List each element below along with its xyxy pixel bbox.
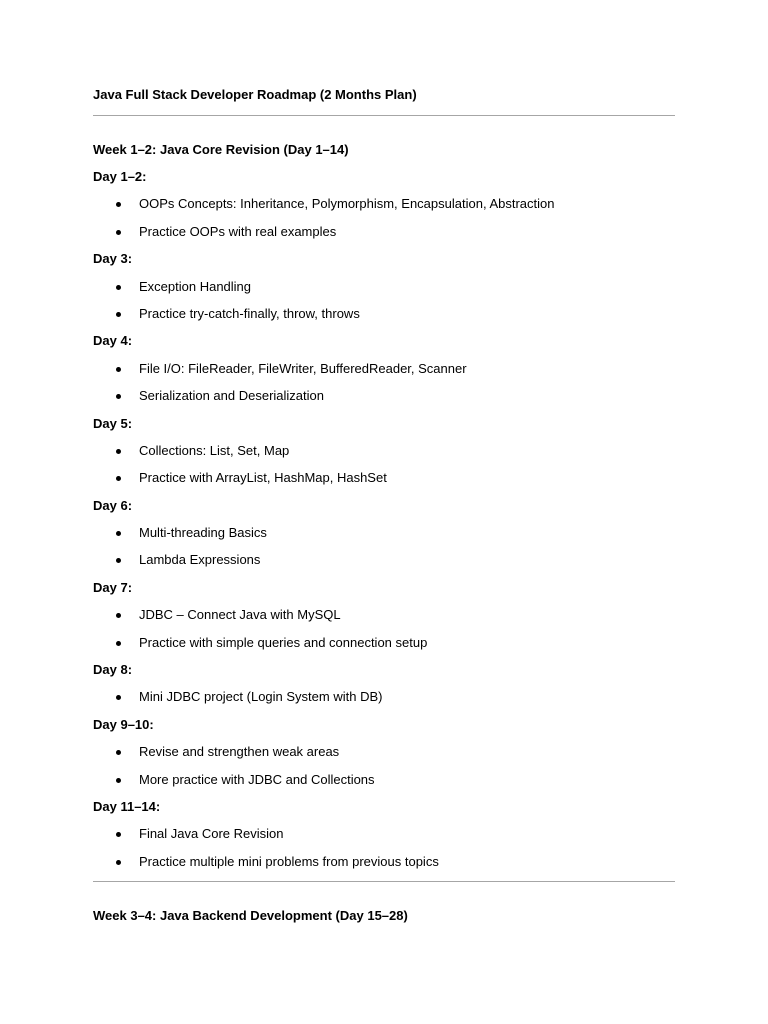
list-item-text: File I/O: FileReader, FileWriter, BufferedReader, Scanner — [139, 360, 467, 376]
day-label: Day 6: — [93, 497, 133, 513]
bullet-icon — [116, 860, 121, 865]
list-item — [93, 744, 675, 771]
horizontal-divider — [93, 881, 675, 882]
list-item-text: Serialization and Deserialization — [139, 388, 324, 404]
list-item-text: Exception Handling — [139, 278, 252, 294]
bullet-icon — [116, 641, 121, 646]
day-label: Day 11–14: — [93, 798, 161, 814]
list-item-text: Practice with simple queries and connection setup — [139, 634, 428, 650]
day-label: Day 3: — [93, 251, 133, 267]
list-item — [93, 279, 675, 306]
list-item-text: JDBC – Connect Java with MySQL — [139, 607, 341, 623]
day-label: Day 1–2: — [93, 169, 147, 184]
section-heading-week-3-4: Week 3–4: Java Backend Development (Day 15–28) — [93, 908, 408, 923]
list-item — [93, 443, 675, 470]
day-label: Day 5: — [93, 415, 133, 431]
list-item — [93, 196, 675, 223]
bullet-icon — [116, 613, 121, 618]
list-item — [93, 470, 675, 497]
list-item — [93, 607, 675, 634]
bullet-icon — [116, 230, 121, 235]
list-item-text: Practice OOPs with real examples — [139, 223, 337, 239]
bullet-icon — [116, 312, 121, 317]
list-item — [93, 552, 675, 579]
bullet-icon — [116, 558, 121, 563]
list-item-text: Revise and strengthen weak areas — [139, 744, 340, 760]
bullet-icon — [116, 202, 121, 207]
list-item — [93, 635, 675, 662]
day-label: Day 8: — [93, 662, 133, 678]
list-item — [93, 854, 675, 881]
bullet-icon — [116, 750, 121, 755]
list-item — [93, 826, 675, 853]
list-item-text: Lambda Expressions — [139, 552, 261, 568]
list-item-text: Collections: List, Set, Map — [139, 442, 290, 458]
list-item — [93, 525, 675, 552]
list-item-text: Practice try-catch-finally, throw, throws — [139, 305, 360, 321]
list-item — [93, 361, 675, 388]
list-item-text: Practice with ArrayList, HashMap, HashSet — [139, 470, 387, 486]
list-item-text: Multi-threading Basics — [139, 525, 267, 541]
list-item — [93, 689, 675, 716]
bullet-icon — [116, 695, 121, 700]
list-item-text: Practice multiple mini problems from previous topics — [139, 853, 439, 869]
day-label: Day 4: — [93, 333, 133, 349]
section-heading-week-1-2: Week 1–2: Java Core Revision (Day 1–14) — [93, 142, 349, 157]
day-label: Day 9–10: — [93, 716, 154, 732]
bullet-icon — [116, 476, 121, 481]
bullet-icon — [116, 778, 121, 783]
list-item — [93, 306, 675, 333]
list-item-text: More practice with JDBC and Collections — [139, 771, 375, 787]
list-item-text: Mini JDBC project (Login System with DB) — [139, 689, 383, 705]
list-item-text: OOPs Concepts: Inheritance, Polymorphism, Encapsulation, Abstraction — [139, 196, 555, 212]
bullet-icon — [116, 531, 121, 536]
document-title: Java Full Stack Developer Roadmap (2 Months Plan) — [93, 87, 417, 102]
bullet-icon — [116, 832, 121, 837]
bullet-icon — [116, 394, 121, 399]
list-item — [93, 772, 675, 799]
bullet-icon — [116, 367, 121, 372]
list-item — [93, 388, 675, 415]
list-item-text: Final Java Core Revision — [139, 826, 284, 842]
bullet-icon — [116, 449, 121, 454]
day-list — [93, 169, 675, 881]
day-label: Day 7: — [93, 579, 133, 595]
list-item — [93, 224, 675, 251]
horizontal-divider — [93, 115, 675, 116]
bullet-icon — [116, 285, 121, 290]
